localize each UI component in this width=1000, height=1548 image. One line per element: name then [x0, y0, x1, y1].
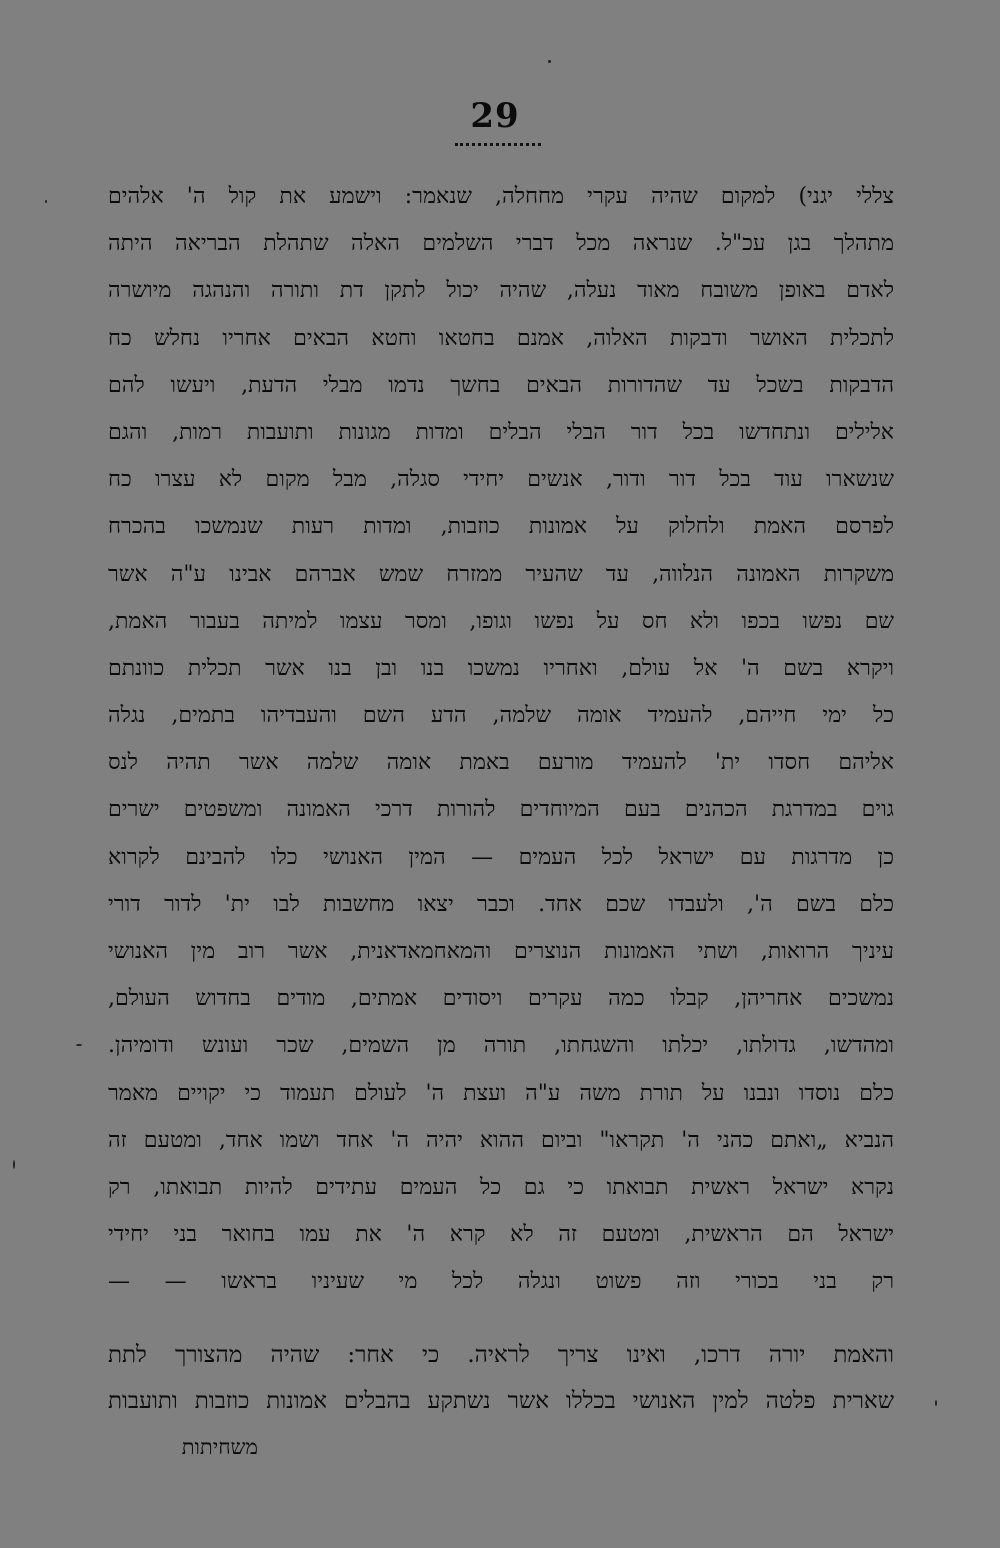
text-line: כל ימי חייהם, להעמיד אומה שלמה, הדע השם והעבדיהו בתמים, נגלה — [108, 703, 894, 729]
page-number-underline — [455, 143, 541, 146]
text-line: רק בני בכורי וזה פשוט ונגלה לכל מי שעיניו בראשו — — — [108, 1269, 894, 1295]
text-line: נקרא ישראל ראשית תבואתו כי גם כל העמים עתידים להיות תבואתו, רק — [108, 1174, 894, 1200]
scan-speck — [548, 60, 551, 63]
scan-speck — [935, 1400, 937, 1406]
text-line: צללי יגני) למקום שהיה עקרי מחחלה, שנאמר: וישמע את קול ה' אלהים — [108, 184, 894, 209]
text-line: לאדם באופן משובח מאוד נעלה, שהיה יכול לתקן דת ותורה והנהגה מיושרה — [108, 278, 894, 304]
text-line: משקרות האמונה הנלווה, עד שהעיר ממזרח שמש אברהם אבינו ע"ה אשר — [108, 561, 894, 587]
scan-speck — [76, 1044, 82, 1046]
text-line: כן מדרגות עם ישראל לכל העמים — המין האנושי כלו להבינם לקרוא — [108, 844, 894, 870]
text-line: אלילים ונתחדשו בכל דור הבלי הבלים ומדות מגונות ותועבות רמות, והגם — [108, 419, 894, 445]
text-line: עיניך הרואות, ושתי האמונות הנוצרים והמאחמאדאנית, אשר רוב מין האנושי — [108, 939, 894, 964]
catchword-line: משחיתות — [181, 1435, 258, 1459]
text-line: ישראל הם הראשית, ומטעם זה לא קרא ה' את עמו בחואר בני יחידי — [108, 1222, 894, 1248]
text-line: לפרסם האמת ולחלוק על אמונות כוזבות, ומדות רעות שנמשכו בהכרח — [108, 514, 894, 540]
text-line: מתהלך בגן עכ"ל. שנראה מכל דברי השלמים האלה שתהלת הבריאה היתה — [108, 231, 894, 257]
paragraph-second — [108, 1332, 894, 1470]
text-line: כלם בשם ה', ולעבדו שכם אחד. וכבר יצאו מחשבות לבו ית' לדור דורי — [108, 891, 894, 917]
page-number: 29 — [470, 96, 520, 136]
text-line: שארית פלטה למין האנושי בכללו אשר נשתקע בהבלים אמונות כוזבות ותועבות — [108, 1388, 894, 1414]
text-line: שם נפשו בכפו ולא חס על נפשו וגופו, ומסר עצמו למיתה בעבור האמת, — [108, 608, 894, 634]
paragraph-main — [108, 173, 894, 1306]
text-line: לתכלית האושר ודבקות האלוה, אמנם בחטאו וחטא הבאים אחריו נחלש כח — [108, 325, 894, 351]
text-line: ויקרא בשם ה' אל עולם, ואחריו נמשכו בנו ובן בנו אשר תכלית כוונתם — [108, 655, 894, 681]
scan-speck — [13, 1160, 15, 1169]
scan-speck — [45, 200, 47, 203]
text-line: אליהם חסדו ית' להעמיד מורעם באמת אומה שלמה אשר תהיה לנס — [108, 750, 894, 776]
text-line: נמשכים אחריהן, קבלו כמה עקרים ויסודים אמתים, מודים בחדוש העולם, — [108, 986, 894, 1012]
text-line: גוים במדרגת הכהנים בעם המיוחדים להורות דרכי האמונה ומשפטים ישרים — [108, 797, 894, 823]
text-line: כלם נוסדו ונבנו על תורת משה ע"ה ועצת ה' לעולם תעמוד כי יקויים מאמר — [108, 1080, 894, 1106]
text-line: והאמת יורה דרכו, ואינו צריך לראיה. כי אחר: שהיה מהצורך לתת — [108, 1342, 894, 1368]
text-line: הנביא „ואתם כהני ה' תקראו" וביום ההוא יהיה ה' אחד ושמו אחד, ומטעם זה — [108, 1127, 894, 1153]
text-line: שנשארו עוד בכל דור ודור, אנשים יחידי סגלה, מבל מקום לא עצרו כח — [108, 467, 894, 493]
text-line: הדבקות בשכל עד שהדורות הבאים בחשך נדמו מבלי הדעת, ויעשו להם — [108, 372, 894, 398]
text-line: ומהדשו, גדולתו, יכלתו והשגחתו, תורה מן השמים, שכר ועונש ודומיהן. — [108, 1033, 894, 1059]
